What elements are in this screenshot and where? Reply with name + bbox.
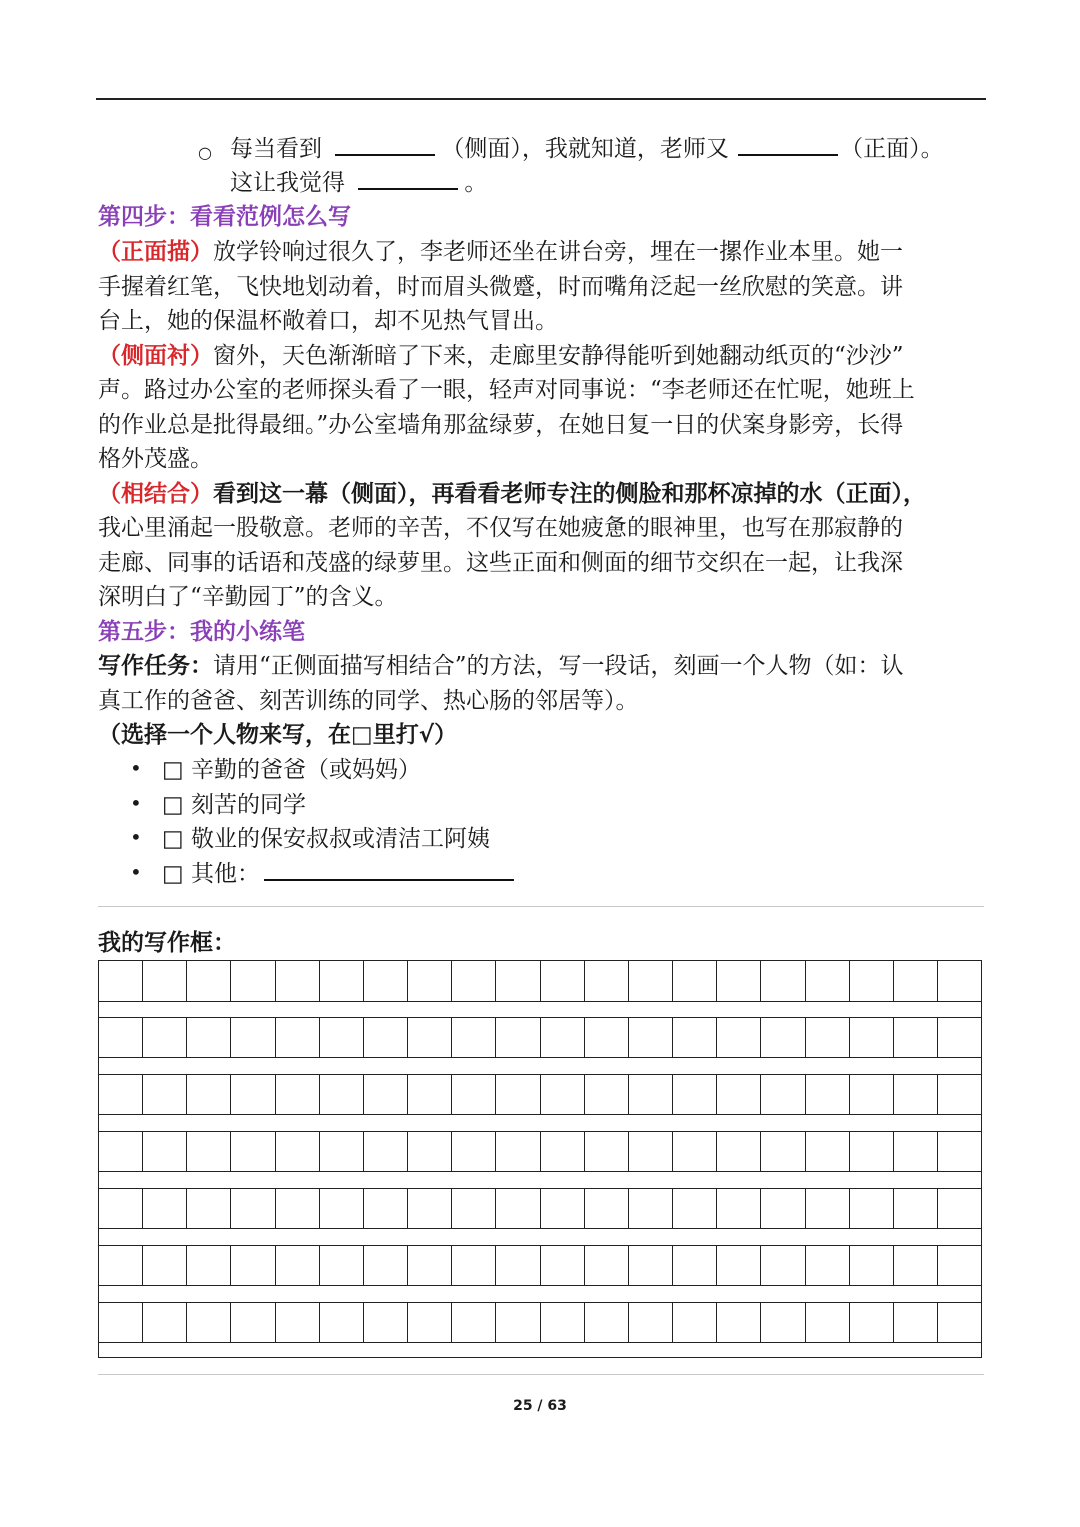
grid-row <box>99 1302 981 1343</box>
grid-cell[interactable] <box>408 1075 452 1114</box>
option-dad[interactable]: □ 辛勤的爸爸（或妈妈） <box>162 757 422 783</box>
grid-cell[interactable] <box>231 1303 275 1342</box>
grid-cell[interactable] <box>99 1303 143 1342</box>
front-line-2: 手握着红笔，飞快地划动着，时而眉头微蹙，时而嘴角泛起一丝欣慰的笑意。讲 <box>98 274 903 300</box>
fill-text-4: 这让我觉得 <box>230 170 345 196</box>
grid-cell[interactable] <box>541 961 585 1001</box>
grid-cell[interactable] <box>143 961 187 1001</box>
grid-cell[interactable] <box>143 1246 187 1285</box>
grid-cell[interactable] <box>629 1075 673 1114</box>
grid-cell[interactable] <box>938 1189 981 1228</box>
grid-cell[interactable] <box>452 961 496 1001</box>
grid-row <box>99 961 981 1002</box>
grid-cell[interactable] <box>496 1075 540 1114</box>
grid-cell[interactable] <box>806 961 850 1001</box>
grid-cell[interactable] <box>806 1075 850 1114</box>
grid-cell[interactable] <box>541 1303 585 1342</box>
grid-cell[interactable] <box>452 1075 496 1114</box>
grid-cell[interactable] <box>850 1189 894 1228</box>
page-number: 25 / 63 <box>513 1398 567 1414</box>
option-other[interactable] <box>162 857 862 891</box>
grid-cell[interactable] <box>850 1132 894 1171</box>
grid-cell[interactable] <box>585 1246 629 1285</box>
grid-cell[interactable] <box>717 961 761 1001</box>
grid-cell[interactable] <box>673 1075 717 1114</box>
grid-cell[interactable] <box>99 961 143 1001</box>
grid-cell[interactable] <box>143 1132 187 1171</box>
grid-cell[interactable] <box>717 1132 761 1171</box>
grid-cell[interactable] <box>761 1132 805 1171</box>
grid-cell[interactable] <box>585 1189 629 1228</box>
grid-cell[interactable] <box>496 1246 540 1285</box>
grid-cell[interactable] <box>673 1303 717 1342</box>
grid-cell[interactable] <box>938 1246 981 1285</box>
fill-text-1: 每当看到 <box>230 136 322 162</box>
grid-cell[interactable] <box>364 961 408 1001</box>
option-guard[interactable]: □ 敬业的保安叔叔或清洁工阿姨 <box>162 826 491 852</box>
grid-cell[interactable] <box>452 1246 496 1285</box>
grid-cell[interactable] <box>717 1246 761 1285</box>
grid-cell[interactable] <box>629 1018 673 1057</box>
grid-cell[interactable] <box>143 1303 187 1342</box>
grid-cell[interactable] <box>276 1246 320 1285</box>
grid-row <box>99 1074 981 1115</box>
grid-row <box>99 1131 981 1172</box>
grid-cell[interactable] <box>231 1132 275 1171</box>
grid-cell[interactable] <box>894 1018 938 1057</box>
front-label: （正面描） <box>98 239 213 265</box>
front-text-1: 放学铃响过很久了，李老师还坐在讲台旁，埋在一摞作业本里。她一 <box>213 239 903 265</box>
option-classmate[interactable]: □ 刻苦的同学 <box>162 792 307 818</box>
combine-line-1 <box>98 477 984 511</box>
grid-cell[interactable] <box>320 1303 364 1342</box>
grid-cell[interactable] <box>99 1189 143 1228</box>
grid-cell[interactable] <box>408 961 452 1001</box>
grid-cell[interactable] <box>761 1075 805 1114</box>
grid-cell[interactable] <box>894 1075 938 1114</box>
grid-cell[interactable] <box>585 1075 629 1114</box>
grid-cell[interactable] <box>717 1189 761 1228</box>
grid-cell[interactable] <box>187 1189 231 1228</box>
blank-side[interactable] <box>335 132 435 156</box>
grid-cell[interactable] <box>894 1246 938 1285</box>
fill-text-5: 。 <box>464 170 488 196</box>
grid-cell[interactable] <box>585 1132 629 1171</box>
grid-cell[interactable] <box>541 1018 585 1057</box>
grid-cell[interactable] <box>452 1132 496 1171</box>
grid-cell[interactable] <box>850 1246 894 1285</box>
grid-cell[interactable] <box>364 1018 408 1057</box>
grid-cell[interactable] <box>99 1075 143 1114</box>
grid-cell[interactable] <box>452 1189 496 1228</box>
grid-cell[interactable] <box>99 1132 143 1171</box>
grid-cell[interactable] <box>806 1018 850 1057</box>
grid-cell[interactable] <box>717 1075 761 1114</box>
grid-cell[interactable] <box>364 1132 408 1171</box>
grid-cell[interactable] <box>276 1075 320 1114</box>
bullet-3: • <box>130 825 142 849</box>
grid-cell[interactable] <box>761 1018 805 1057</box>
combine-line-4: 深明白了“辛勤园丁”的含义。 <box>98 584 398 610</box>
side-line-2: 声。路过办公室的老师探头看了一眼，轻声对同事说：“李老师还在忙呢，她班上 <box>98 377 915 403</box>
grid-cell[interactable] <box>806 1246 850 1285</box>
grid-cell[interactable] <box>717 1018 761 1057</box>
grid-cell[interactable] <box>496 1132 540 1171</box>
grid-cell[interactable] <box>938 1018 981 1057</box>
grid-cell[interactable] <box>187 1132 231 1171</box>
grid-cell[interactable] <box>541 1132 585 1171</box>
grid-row <box>99 1188 981 1229</box>
step5-heading: 第五步：我的小练笔 <box>98 619 305 645</box>
grid-cell[interactable] <box>673 1246 717 1285</box>
grid-cell[interactable] <box>187 961 231 1001</box>
grid-cell[interactable] <box>231 1189 275 1228</box>
fill-line-1 <box>230 132 990 166</box>
grid-row <box>99 1017 981 1058</box>
grid-cell[interactable] <box>408 1303 452 1342</box>
grid-cell[interactable] <box>452 1018 496 1057</box>
writing-frame-label: 我的写作框： <box>98 930 236 956</box>
grid-cell[interactable] <box>894 961 938 1001</box>
grid-cell[interactable] <box>717 1303 761 1342</box>
task-line-2: 真工作的爸爸、刻苦训练的同学、热心肠的邻居等）。 <box>98 688 639 714</box>
grid-cell[interactable] <box>761 1246 805 1285</box>
grid-cell[interactable] <box>276 1132 320 1171</box>
grid-cell[interactable] <box>850 961 894 1001</box>
fill-line-2 <box>230 166 830 200</box>
grid-cell[interactable] <box>231 1246 275 1285</box>
grid-cell[interactable] <box>673 961 717 1001</box>
bullet-2: • <box>130 791 142 815</box>
grid-cell[interactable] <box>99 1246 143 1285</box>
blank-feeling[interactable] <box>358 166 458 190</box>
grid-cell[interactable] <box>496 1018 540 1057</box>
grid-cell[interactable] <box>408 1246 452 1285</box>
writing-grid[interactable] <box>98 960 982 1358</box>
grid-cell[interactable] <box>938 961 981 1001</box>
grid-cell[interactable] <box>496 961 540 1001</box>
grid-cell[interactable] <box>452 1303 496 1342</box>
grid-cell[interactable] <box>364 1075 408 1114</box>
grid-cell[interactable] <box>541 1189 585 1228</box>
side-line-3: 的作业总是批得最细。”办公室墙角那盆绿萝，在她日复一日的伏案身影旁，长得 <box>98 412 904 438</box>
grid-cell[interactable] <box>408 1018 452 1057</box>
grid-cell[interactable] <box>806 1303 850 1342</box>
grid-cell[interactable] <box>143 1018 187 1057</box>
grid-cell[interactable] <box>99 1018 143 1057</box>
grid-cell[interactable] <box>673 1132 717 1171</box>
grid-cell[interactable] <box>629 1189 673 1228</box>
option-other-label: □ 其他： <box>162 861 261 887</box>
grid-cell[interactable] <box>276 1303 320 1342</box>
combine-text-1: 看到这一幕（侧面），再看看老师专注的侧脸和那杯凉掉的水（正面）， <box>213 481 926 507</box>
side-line-4: 格外茂盛。 <box>98 446 213 472</box>
grid-cell[interactable] <box>629 1132 673 1171</box>
grid-cell[interactable] <box>938 1075 981 1114</box>
grid-cell[interactable] <box>187 1303 231 1342</box>
blank-other[interactable] <box>264 857 514 881</box>
task-text-1: 请用“正侧面描写相结合”的方法，写一段话，刻画一个人物（如：认 <box>213 653 904 679</box>
bullet-1: • <box>130 756 142 780</box>
grid-cell[interactable] <box>231 961 275 1001</box>
grid-cell[interactable] <box>629 1303 673 1342</box>
side-label: （侧面衬） <box>98 343 213 369</box>
grid-cell[interactable] <box>187 1246 231 1285</box>
grid-cell[interactable] <box>276 1189 320 1228</box>
grid-cell[interactable] <box>364 1246 408 1285</box>
divider-2 <box>98 1374 984 1375</box>
grid-cell[interactable] <box>585 1018 629 1057</box>
grid-cell[interactable] <box>143 1075 187 1114</box>
grid-cell[interactable] <box>850 1303 894 1342</box>
grid-cell[interactable] <box>894 1303 938 1342</box>
grid-cell[interactable] <box>320 1075 364 1114</box>
side-text-1: 窗外，天色渐渐暗了下来，走廊里安静得能听到她翻动纸页的“沙沙” <box>213 343 904 369</box>
grid-cell[interactable] <box>496 1189 540 1228</box>
grid-cell[interactable] <box>585 1303 629 1342</box>
grid-cell[interactable] <box>629 1246 673 1285</box>
grid-cell[interactable] <box>143 1189 187 1228</box>
grid-cell[interactable] <box>806 1132 850 1171</box>
grid-cell[interactable] <box>894 1189 938 1228</box>
grid-cell[interactable] <box>276 961 320 1001</box>
grid-cell[interactable] <box>761 1189 805 1228</box>
grid-cell[interactable] <box>673 1018 717 1057</box>
grid-cell[interactable] <box>187 1018 231 1057</box>
grid-cell[interactable] <box>320 1132 364 1171</box>
bullet-4: • <box>130 860 142 884</box>
grid-cell[interactable] <box>673 1189 717 1228</box>
combine-line-2: 我心里涌起一股敬意。老师的辛苦，不仅写在她疲惫的眼神里，也写在那寂静的 <box>98 515 903 541</box>
grid-cell[interactable] <box>364 1189 408 1228</box>
grid-cell[interactable] <box>231 1018 275 1057</box>
top-rule <box>96 98 986 100</box>
grid-cell[interactable] <box>894 1132 938 1171</box>
task-line-1 <box>98 649 984 683</box>
grid-cell[interactable] <box>938 1132 981 1171</box>
circle-bullet: ○ <box>198 143 212 162</box>
grid-cell[interactable] <box>231 1075 275 1114</box>
grid-cell[interactable] <box>629 961 673 1001</box>
grid-cell[interactable] <box>761 1303 805 1342</box>
grid-cell[interactable] <box>187 1075 231 1114</box>
grid-cell[interactable] <box>496 1303 540 1342</box>
blank-front[interactable] <box>738 132 838 156</box>
grid-cell[interactable] <box>276 1018 320 1057</box>
task-label: 写作任务： <box>98 653 213 679</box>
grid-cell[interactable] <box>320 1018 364 1057</box>
grid-cell[interactable] <box>320 1246 364 1285</box>
grid-cell[interactable] <box>364 1303 408 1342</box>
front-line-1 <box>98 235 984 269</box>
grid-cell[interactable] <box>806 1189 850 1228</box>
side-line-1 <box>98 339 984 373</box>
fill-text-2: （侧面），我就知道，老师又 <box>441 136 729 162</box>
grid-cell[interactable] <box>541 1246 585 1285</box>
fill-text-3: （正面）。 <box>840 136 944 162</box>
combine-label: （相结合） <box>98 481 213 507</box>
grid-cell[interactable] <box>938 1303 981 1342</box>
grid-cell[interactable] <box>320 1189 364 1228</box>
grid-cell[interactable] <box>761 961 805 1001</box>
grid-cell[interactable] <box>320 961 364 1001</box>
grid-cell[interactable] <box>541 1075 585 1114</box>
grid-row <box>99 1245 981 1286</box>
grid-cell[interactable] <box>408 1189 452 1228</box>
grid-cell[interactable] <box>850 1075 894 1114</box>
grid-cell[interactable] <box>585 961 629 1001</box>
grid-cell[interactable] <box>850 1018 894 1057</box>
combine-line-3: 走廊、同事的话语和茂盛的绿萝里。这些正面和侧面的细节交织在一起，让我深 <box>98 550 903 576</box>
divider-1 <box>98 906 984 907</box>
choose-instruction: （选择一个人物来写，在□里打√） <box>98 722 458 748</box>
front-line-3: 台上，她的保温杯敞着口，却不见热气冒出。 <box>98 308 558 334</box>
step4-heading: 第四步：看看范例怎么写 <box>98 204 351 230</box>
grid-cell[interactable] <box>408 1132 452 1171</box>
